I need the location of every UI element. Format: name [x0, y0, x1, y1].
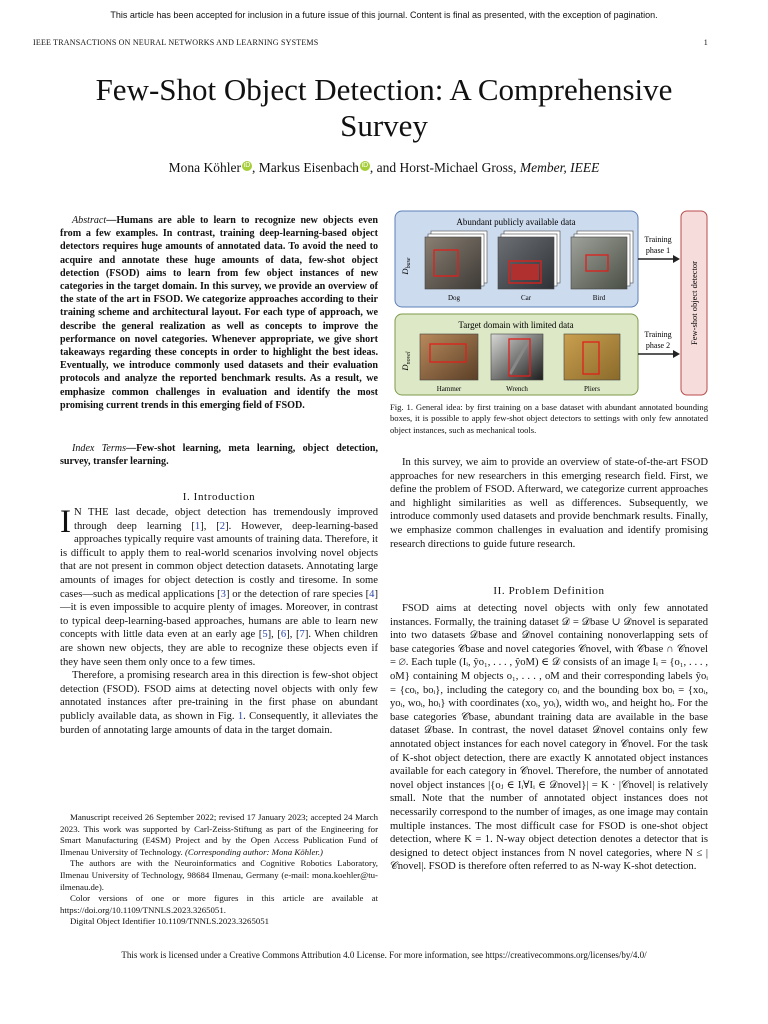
index-terms: Index Terms—Few-shot learning, meta learning, object detection, survey, transfer learning.	[60, 443, 378, 468]
bird-image-stack	[571, 231, 633, 289]
intro-paragraph-2: Therefore, a promising research area in this direction is few-shot object detection (FSOD). FSOD aims at detecting novel objects with only few annotated instances after pre-training in the first phase on abundant publicly available data, as shown in Fig. 1. Consequently, it alleviates the burden of annotating large amounts of data in the target domain.	[60, 670, 379, 736]
footnotes	[60, 812, 378, 928]
author-3: , and Horst-Michael Gross,	[369, 160, 520, 175]
intro-paragraph-1: I N THE last decade, object detection has tremendously improved through deep learning [1], [2]. However, deep-learning-based approaches typically require vast amounts of training data. Therefore, it is difficult to apply them to real-world scenarios involving novel objects that are not present in common object detection datasets. Annotating large amounts of images for object detection is costly and tiresome. In some cases—such as medical applications [3] or the detection of rare species [4]—it is even impossible to acquire plenty of images. Moreover, in contrast to typical deep-learning-based approaches, humans are able to learn new concepts with little data even at an early age [5], [6], [7]. When children are shown new objects, they are able to recognize these objects even if they have seen them only once to a few times.	[60, 504, 378, 668]
phase1-label-line1: Training	[644, 235, 672, 244]
dropcap: I	[60, 504, 71, 540]
dog-image-stack	[425, 231, 487, 289]
author-3-role: Member, IEEE	[519, 160, 600, 175]
survey-paragraph: In this survey, we aim to provide an overview of state-of-the-art FSOD approaches for new researchers in this emerging research field. First, we define the problem of FSOD. Afterward, we categorize current approaches and highlight similarities as well as differences. Subsequently, we introduce commonly used datasets and provide benchmark results. Finally, we emphasize common challenges in evaluation and identify promising research directions to guide future research.	[390, 457, 708, 550]
base-panel-title: Abundant publicly available data	[456, 217, 576, 227]
footnote-affiliation: The authors are with the Neuroinformatics and Cognitive Robotics Laboratory, Ilmenau University of Technology, 98684 Ilmenau, Germany (e-mail: mona.koehler@tu-ilmenau.de).	[60, 858, 378, 892]
phase1-label-line2: phase 1	[645, 246, 671, 255]
phase2-label-line2: phase 2	[645, 341, 671, 350]
paper-title: Few-Shot Object Detection: A Comprehensive Survey	[95, 72, 673, 143]
orcid-icon[interactable]: iD	[361, 161, 369, 169]
abstract: Abstract—Humans are able to learn to recognize new objects even from a few examples. In contrast, training deep-learning-based object detectors requires huge amounts of annotated data. To avoid the need to acquire and annotate these huge amounts of data, few-shot object detection (FSOD) aims to learn from few object instances of new categories in the target domain. In this survey, we provide an overview of the state of the art in FSOD. We categorize approaches according to their training scheme and architectural layout. For each type of approach, we describe the general realization as well as concepts to improve the performance on novel categories. Whenever appropriate, we give short takeaways regarding these concepts in order to highlight the best ideas. Eventually, we introduce commonly used datasets and their evaluation protocols and analyze the reported benchmark results. As a result, we emphasize common challenges in evaluation and identify the most promising current trends in this emerging field of FSOD.	[60, 215, 378, 411]
bird-label: Bird	[592, 294, 606, 302]
citation-link[interactable]: 2	[219, 520, 226, 532]
acceptance-notice: This article has been accepted for inclusion in a future issue of this journal. Content is final as presented, with the exception of pagination.	[110, 10, 658, 20]
wrench-image	[491, 334, 543, 380]
problem-definition-body	[390, 602, 708, 874]
novel-panel-title: Target domain with limited data	[458, 320, 574, 330]
wrench-label: Wrench	[506, 385, 528, 393]
citation-link[interactable]: 5	[262, 629, 268, 641]
figure-link[interactable]: 1	[237, 710, 244, 722]
section-heading-problem-definition: II. Problem Definition	[493, 585, 605, 597]
author-line: Mona Köhler iD , Markus Eisenbach iD , and Horst-Michael Gross, Member, IEEE	[168, 160, 600, 175]
journal-name: IEEE TRANSACTIONS ON NEURAL NETWORKS AND LEARNING SYSTEMS	[33, 38, 319, 47]
citation-link[interactable]: 4	[369, 588, 375, 600]
orcid-icon[interactable]: iD	[243, 161, 251, 169]
footnote-color: Color versions of one or more figures in this article are available at https://doi.org/10.1109/TNNLS.2023.3265051.	[60, 893, 378, 915]
d-base-label: $D_{base}$	[400, 257, 412, 275]
d-novel-label: $D_{novel}$	[400, 351, 412, 371]
abstract-label: Abstract	[72, 215, 107, 226]
citation-link[interactable]: 6	[280, 629, 287, 641]
footnote-manuscript: Manuscript received 26 September 2022; revised 17 January 2023; accepted 24 March 2023. This work was supported by Carl-Zeiss-Stiftung as part of the Engineering for Smart Manufacturing (E4SM) Project and by the Open Access Publication Fund of Ilmenau University of Technology. (Corresponding author: Mona Köhler.)	[60, 812, 378, 857]
footnote-doi: Digital Object Identifier 10.1109/TNNLS.2023.3265051	[70, 916, 270, 927]
dog-label: Dog	[447, 294, 461, 302]
citation-link[interactable]: 3	[220, 588, 226, 600]
section-heading-introduction: I. Introduction	[182, 491, 256, 503]
page-number: 1	[703, 38, 708, 47]
car-label: Car	[520, 294, 532, 302]
detector-label: Few-shot object detector	[689, 260, 699, 346]
hammer-image	[420, 334, 478, 380]
figure-1	[390, 208, 710, 398]
author-2: Markus Eisenbach	[258, 160, 359, 175]
introduction-body	[60, 506, 378, 737]
hammer-label: Hammer	[436, 385, 462, 393]
pliers-label: Pliers	[584, 385, 600, 393]
abstract-text: Humans are able to learn to recognize new objects even from a few examples. In contrast, training deep-learning-based object detectors requires huge amounts of annotated data. To avoid the need to acquire and annotate these huge amounts of data, few-shot object detection (FSOD) aims to learn from few object instances of new categories in the target domain. In this survey, we provide an overview of the state of the art in FSOD. We categorize approaches according to their training scheme and architectural layout. For each type of approach, we describe the general realization as well as concepts to improve the performance on novel categories. Whenever appropriate, we give short takeaways regarding these concepts in order to highlight the best ideas. Eventually, we introduce commonly used datasets and their evaluation protocols and analyze the reported benchmark results. As a result, we emphasize common challenges in evaluation and identify the most promising current trends in this emerging field of FSOD.	[60, 215, 378, 411]
pliers-image	[564, 334, 620, 380]
figure-1-caption: Fig. 1. General idea: by first training on a base dataset with abundant annotated bounding boxes, it is possible to apply few-shot object detectors to settings with only few annotated object instances, such as mechanical tools.	[390, 402, 708, 435]
author-1: Mona Köhler	[168, 160, 242, 175]
citation-link[interactable]: 7	[299, 629, 305, 641]
problem-paragraph: FSOD aims at detecting novel objects with only few annotated instances. Formally, the training dataset 𝒟 = 𝒟base ∪ 𝒟novel is separated into two datasets 𝒟base and 𝒟novel containing nonoverlapping sets of base categories 𝒞base and novel categories 𝒞novel, with 𝒞base ∩ 𝒞novel = ∅. Each tuple (Iᵢ, ŷo₁, . . . , ŷoM) ∈ 𝒟 consists of an image Iᵢ = {o₁, . . . , oM} containing M objects o₁, . . . , oM and their corresponding labels ŷoᵢ = {coᵢ, boᵢ}, including the category coᵢ and the bounding box boᵢ = {xoᵢ, yoᵢ, woᵢ, hoᵢ} with coordinates (xoᵢ, yoᵢ), width woᵢ, and height hoᵢ. For the base categories 𝒞base, abundant training data are available in the base dataset 𝒟base. In contrast, the novel dataset 𝒟novel contains only few annotated object instances for each novel category in 𝒞novel. For the task of K-shot object detection, there are exactly K annotated object instances available for each category in 𝒞novel. Therefore, the number of annotated novel object instances |{oⱼ ∈ Iᵢ∀Iᵢ ∈ 𝒟novel}| = K · |𝒞novel| is relatively small. Note that the number of annotated object instances does not necessarily correspond to the number of images, as one image may contain multiple instances. The most difficult case for FSOD is one-shot object detection, where K = 1. N-way object detection denotes a detector that is designed to detect object instances from N novel categories, where N ≤ |𝒞novel|. FSOD is therefore often referred to as N-way K-shot detection.	[390, 603, 708, 873]
citation-link[interactable]: 1	[194, 520, 201, 532]
index-terms-label: Index Terms	[72, 443, 127, 454]
index-terms-text: Few-shot learning, meta learning, object detection, survey, transfer learning.	[60, 443, 378, 468]
phase2-label-line1: Training	[644, 330, 672, 339]
running-header	[33, 38, 708, 47]
license-notice: This work is licensed under a Creative Commons Attribution 4.0 License. For more information, see https://creativecommons.org/licenses/by/4.0/	[121, 950, 647, 960]
car-image-stack	[498, 231, 560, 289]
